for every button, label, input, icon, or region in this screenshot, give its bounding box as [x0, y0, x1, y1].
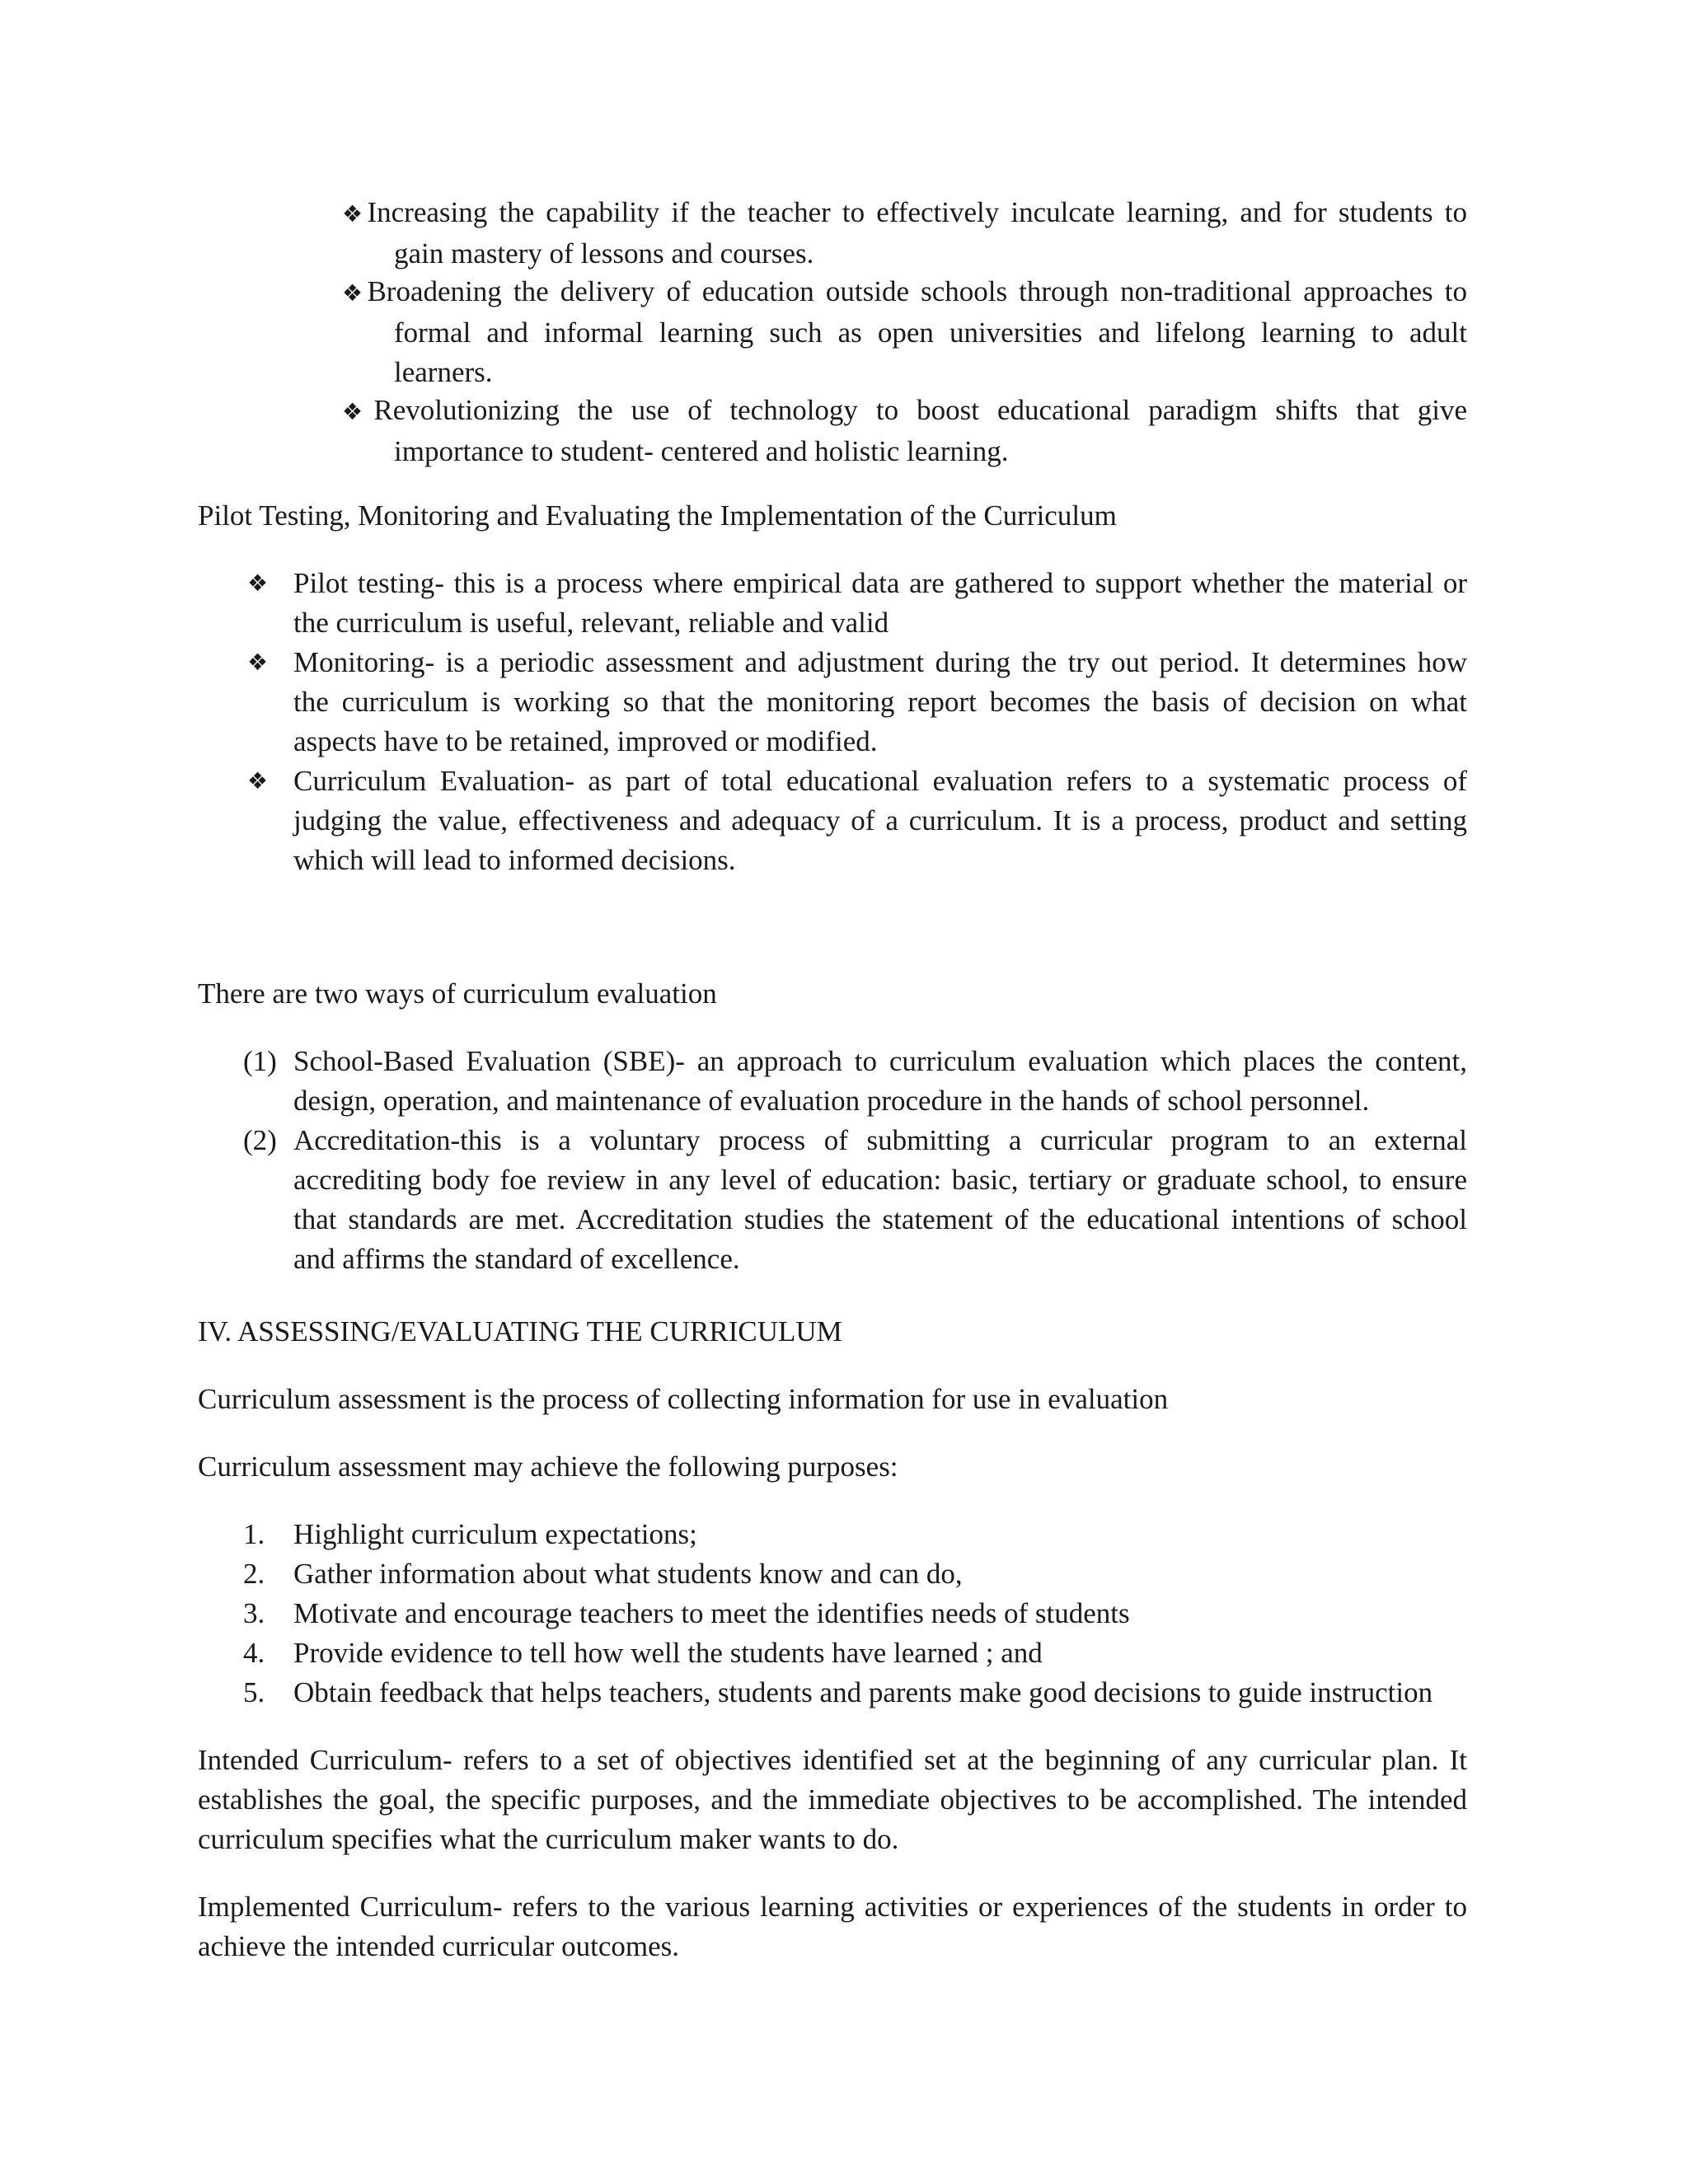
line: Curriculum Evaluation- as part of total educational evaluation refers to a systematic process of	[293, 765, 1467, 797]
top-bullet-1-line-1	[342, 193, 1467, 234]
top-bullet-3	[342, 391, 1467, 471]
line: Implemented Curriculum- refers to the various learning activities or experiences of the students in order to	[198, 1891, 1467, 1923]
top-bullet-2-line-3: learners.	[394, 356, 493, 388]
top-bullet-1	[342, 193, 1467, 274]
top-bullet-3-line-2: importance to student- centered and holistic learning.	[394, 435, 1009, 467]
two-ways-item-1-text	[293, 1042, 1467, 1121]
purpose-item-5-text: Obtain feedback that helps teachers, students and parents make good decisions to guide instruction	[293, 1676, 1433, 1708]
line: that standards are met. Accreditation studies the statement of the educational intentions of school	[293, 1203, 1467, 1235]
two-ways-item-2-text	[293, 1121, 1467, 1279]
top-bullet-3-line-1	[342, 391, 1467, 432]
section1-bullet-3-text	[293, 762, 1467, 880]
line: Pilot testing- this is a process where empirical data are gathered to support whether the material or	[293, 567, 1467, 599]
purpose-item-2-text: Gather information about what students know and can do,	[293, 1558, 963, 1590]
list-number: 3.	[243, 1597, 265, 1629]
diamond-bullet-icon: ❖	[247, 569, 269, 597]
section1-bullet-1-text	[293, 564, 1467, 643]
purpose-item-1-text: Highlight curriculum expectations;	[293, 1518, 697, 1550]
section1-bullet-2-text	[293, 643, 1467, 762]
list-marker: (2)	[243, 1124, 277, 1156]
top-bullet-1-line-2: gain mastery of lessons and courses.	[394, 237, 814, 269]
line: and affirms the standard of excellence.	[293, 1243, 740, 1275]
list-number: 4.	[243, 1637, 265, 1669]
line: Accreditation-this is a voluntary process of submitting a curricular program to an external	[293, 1124, 1467, 1156]
list-number: 1.	[243, 1518, 265, 1550]
diamond-bullet-icon: ❖	[342, 398, 374, 425]
top-bullet-2-line-2: formal and informal learning such as open universities and lifelong learning to adult	[394, 316, 1467, 349]
line: School-Based Evaluation (SBE)- an approach to curriculum evaluation which places the content,	[293, 1045, 1467, 1077]
diamond-bullet-icon: ❖	[342, 200, 368, 227]
line: achieve the intended curricular outcomes.	[198, 1930, 680, 1962]
purpose-item-4-text: Provide evidence to tell how well the students have learned ; and	[293, 1637, 1043, 1669]
diamond-bullet-icon: ❖	[342, 279, 368, 307]
line: establishes the goal, the specific purposes, and the immediate objectives to be accomplished. The intended	[198, 1783, 1467, 1816]
section-heading-assessing: IV. ASSESSING/EVALUATING THE CURRICULUM	[198, 1315, 842, 1347]
line: Monitoring- is a periodic assessment and adjustment during the try out period. It determines how	[293, 646, 1467, 678]
diamond-bullet-icon: ❖	[247, 649, 269, 676]
top-bullet-2	[342, 272, 1467, 392]
line: the curriculum is useful, relevant, reliable and valid	[293, 607, 889, 639]
line: judging the value, effectiveness and adequacy of a curriculum. It is a process, product and setting	[293, 804, 1467, 837]
list-marker: (1)	[243, 1045, 277, 1077]
diamond-bullet-icon: ❖	[247, 767, 269, 794]
top-bullet-3-text: Revolutionizing the use of technology to boost educational paradigm shifts that give	[373, 394, 1467, 426]
implemented-curriculum-paragraph	[198, 1887, 1467, 1966]
list-number: 5.	[243, 1676, 265, 1708]
two-ways-intro: There are two ways of curriculum evaluation	[198, 977, 717, 1010]
purpose-item-3-text: Motivate and encourage teachers to meet the identifies needs of students	[293, 1597, 1130, 1629]
line: curriculum specifies what the curriculum maker wants to do.	[198, 1823, 899, 1855]
line: aspects have to be retained, improved or modified.	[293, 725, 878, 757]
top-bullet-2-text: Broadening the delivery of education outside schools through non-traditional approaches to	[367, 275, 1467, 307]
line: accrediting body foe review in any level of education: basic, tertiary or graduate school, to ensure	[293, 1164, 1467, 1196]
intended-curriculum-paragraph	[198, 1741, 1467, 1859]
assessment-definition: Curriculum assessment is the process of collecting information for use in evaluation	[198, 1383, 1169, 1415]
top-bullet-1-text: Increasing the capability if the teacher to effectively inculcate learning, and for students to	[367, 196, 1467, 228]
line: Intended Curriculum- refers to a set of objectives identified set at the beginning of any curricular plan. It	[198, 1744, 1467, 1776]
line: which will lead to informed decisions.	[293, 844, 736, 876]
purposes-intro: Curriculum assessment may achieve the following purposes:	[198, 1451, 898, 1483]
line: the curriculum is working so that the monitoring report becomes the basis of decision on what	[293, 686, 1467, 718]
top-bullet-2-line-1	[342, 272, 1467, 313]
line: design, operation, and maintenance of evaluation procedure in the hands of school personnel.	[293, 1085, 1370, 1117]
section-heading-pilot-testing: Pilot Testing, Monitoring and Evaluating the Implementation of the Curriculum	[198, 499, 1117, 532]
list-number: 2.	[243, 1558, 265, 1590]
